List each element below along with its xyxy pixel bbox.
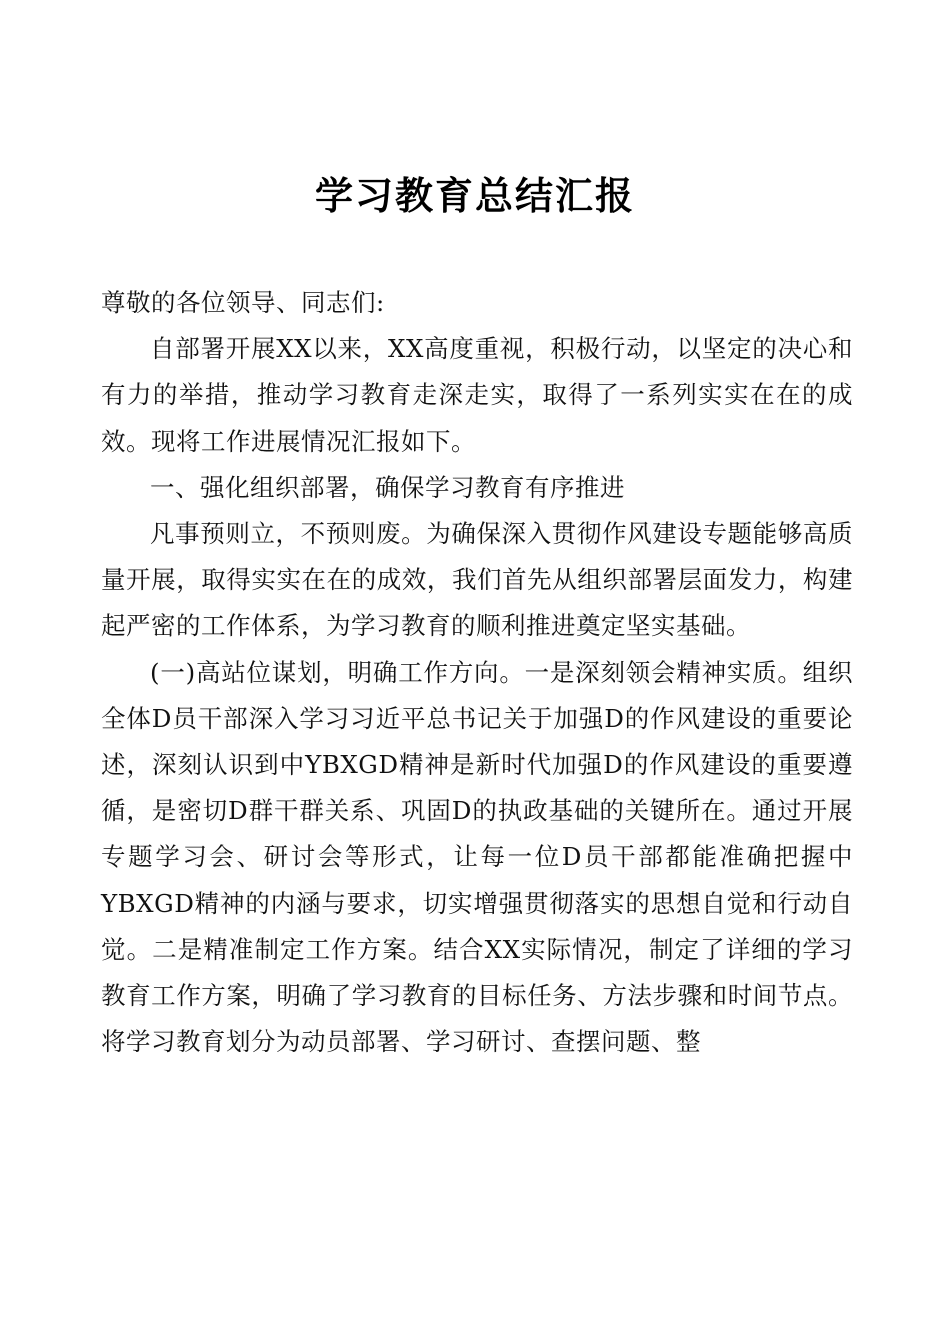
greeting: 尊敬的各位领导、同志们:: [101, 288, 385, 317]
document-title: 学习教育总结汇报: [314, 173, 635, 218]
paragraph-section-1: 凡事预则立，不预则废。为确保深入贯彻作风建设专题能够高质量开展，取得实实在在的成效，我们首先从组织部署层面发力，构建起严密的工作体系，为学习教育的顺利推进奠定坚实基础。: [101, 519, 853, 641]
paragraph-intro: 自部署开展XX以来，XX高度重视，积极行动，以坚定的决心和有力的举措，推动学习教育走深走实，取得了一系列实实在在的成效。现将工作进展情况汇报如下。: [101, 334, 853, 456]
section-heading-1: 一、强化组织部署，确保学习教育有序推进: [150, 472, 625, 502]
paragraph-subsection-1: (一)高站位谋划，明确工作方向。一是深刻领会精神实质。组织全体D员干部深入学习习近平总书记关于加强D的作风建设的重要论述，深刻认识到中YBXGD精神是新时代加强D的作风建设的重要遵循，是密切D群干群关系、巩固D的执政基础的关键所在。通过开展专题学习会、研讨会等形式，让每一位D员干部都能准确把握中YBXGD精神的内涵与要求，切实增强贯彻落实的思想自觉和行动自觉。二是精准制定工作方案。结合XX实际情况，制定了详细的学习教育工作方案，明确了学习教育的目标任务、方法步骤和时间节点。将学习教育划分为动员部署、学习研讨、查摆问题、整: [101, 657, 853, 1057]
document-body: [101, 280, 853, 1065]
